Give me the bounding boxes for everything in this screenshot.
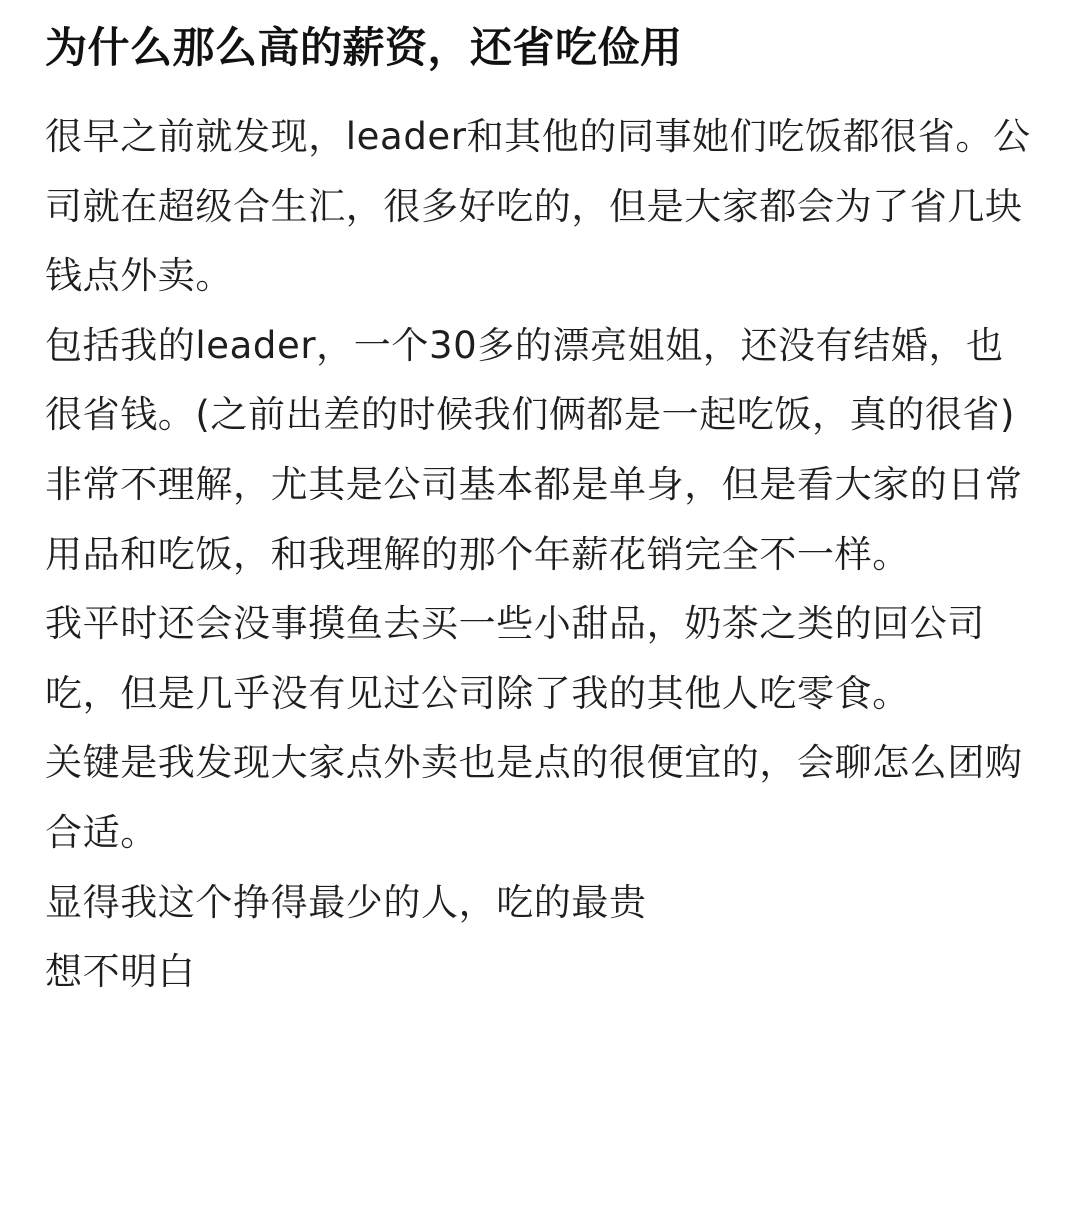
paragraph: 想不明白: [45, 950, 196, 994]
paragraph: 包括我的leader，一个30多的漂亮姐姐，还没有结婚，也很省钱。(之前出差的时候我们俩都是一起吃饭，真的很省): [45, 323, 1016, 437]
post-body: [45, 102, 1032, 1007]
paragraph: 非常不理解，尤其是公司基本都是单身，但是看大家的日常用品和吃饭，和我理解的那个年薪花销完全不一样。: [45, 462, 1023, 576]
paragraph: 我平时还会没事摸鱼去买一些小甜品，奶茶之类的回公司吃，但是几乎没有见过公司除了我的其他人吃零食。: [45, 602, 985, 715]
paragraph: 很早之前就发现，leader和其他的同事她们吃饭都很省。公司就在超级合生汇，很多好吃的，但是大家都会为了省几块钱点外卖。: [45, 115, 1031, 298]
paragraph: 关键是我发现大家点外卖也是点的很便宜的，会聊怎么团购合适。: [45, 741, 1023, 854]
post-title: 为什么那么高的薪资，还省吃俭用: [45, 23, 683, 72]
paragraph: 显得我这个挣得最少的人，吃的最贵: [45, 880, 647, 924]
